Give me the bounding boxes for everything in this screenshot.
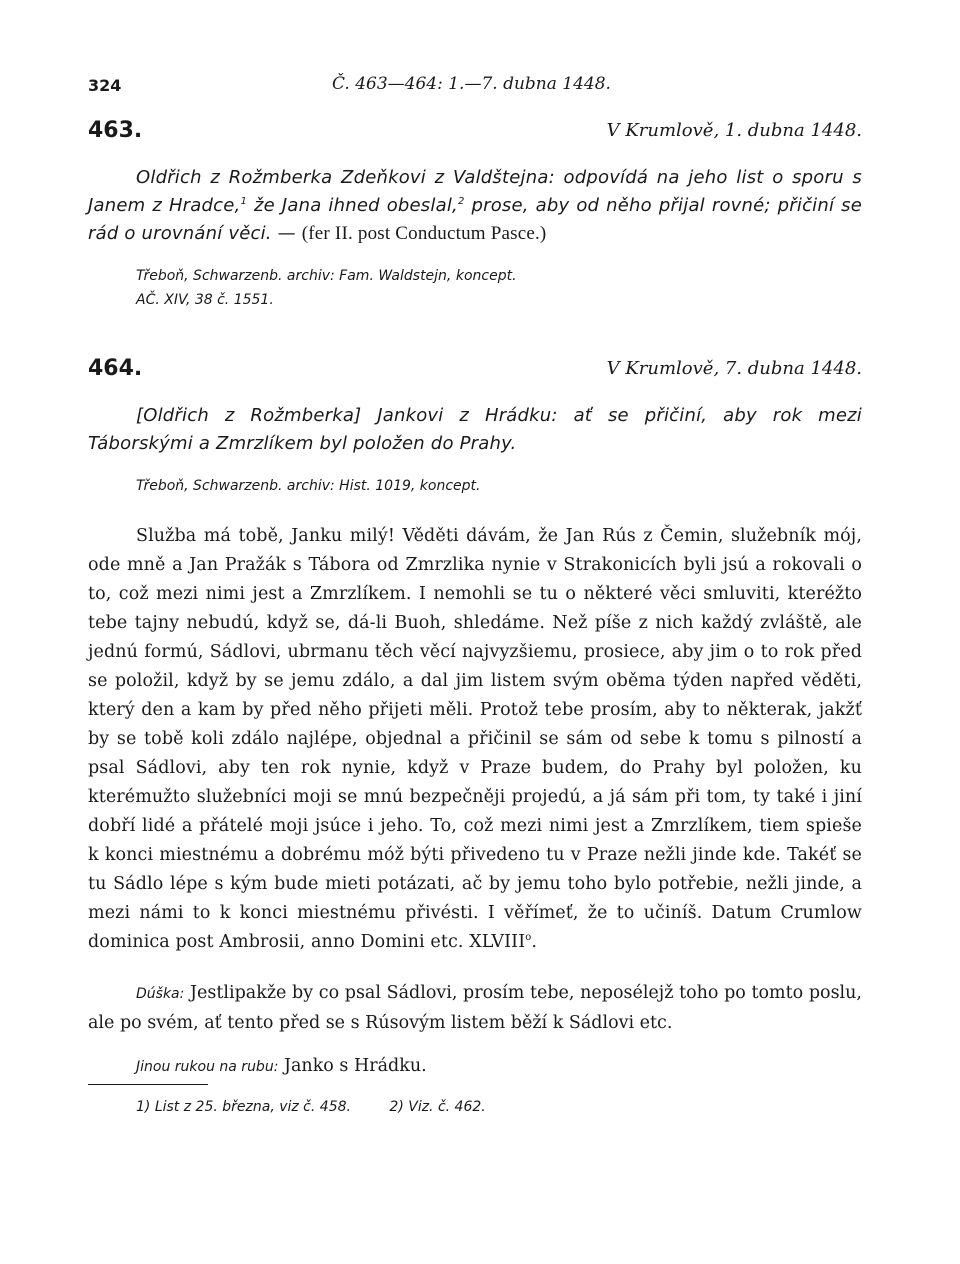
letter-text: Služba má tobě, Janku milý! Věděti dávám, že Jan Rús z Čemin, služebník mój, ode mně a Jan Pražák s Tábora od Zmrzlika nynie v Strakonicích byli jsú a rokovali o to, což mezi nimi jest a Zmrzlíkem. I nemohli se tu o některé věci smluviti, kteréžto tebe tajny nebudú, když se, dá-li Buoh, shledáme. Než píše z nich každý zvláště, ale jednú formú, Sádlovi, ubrmanu těch věcí najvyzšiemu, prosiece, aby jim o to rok před se položil, když by se jemu zdálo, a dal jim listem svým oběma týden napřed věděti, který den a kam by před něho přijeti měli. Protož tebe prosím, aby to některak, jakžť by se tobě koli zdálo najlépe, objednal a přičinil se sám od sebe k tomu s pilností a psal Sádlovi, aby ten rok nynie, když v Praze budem, do Prahy byl položen, ku kterémužto služebníci moji se mnú bezpečněji projedú, a já sám při tom, ty také i jiní dobří lidé a přátelé moji jsúce i jeho. To, což mezi nimi jest a Zmrzlíkem, tiem spieše k konci miestnému a dobrému móž býti přivedeno tu v Praze nežli jinde kde. Takéť se tu Sádlo lépe s kým bude mieti potázati, ač by jemu toho bylo potřebie, nežli jinde, a mezi námi to k konci miestnému přivésti. I věřímeť, že to učiníš. Datum Crumlow dominica post Ambrosii, anno Domini etc. XLVIII xyxy=(88,526,862,952)
letter-body xyxy=(88,522,862,957)
regest-text: Oldřich z Rožmberka Zdeňkovi z Valdštejna: odpovídá na jeho list o sporu s Janem z Hradce, xyxy=(88,167,862,216)
footnote-ref: 2 xyxy=(457,196,465,207)
footnotes xyxy=(88,1099,862,1115)
postscript-text: Jestlipakže by co psal Sádlovi, prosím tebe, neposélejž toho po tomto poslu, ale po svém, ať tento před se s Rúsovým listem běží k Sádlovi etc. xyxy=(88,983,862,1033)
entry-place-date: V Krumlově, 1. dubna 1448. xyxy=(606,120,862,141)
entry-463-heading xyxy=(88,118,862,154)
running-title: Č. 463—464: 1.—7. dubna 1448. xyxy=(332,74,611,94)
superscript: o xyxy=(525,932,532,944)
footnote-2: 2) Viz. č. 462. xyxy=(389,1099,486,1115)
postscript-label: Dúška: xyxy=(136,986,185,1002)
entry-number: 463. xyxy=(88,118,143,143)
entry-464-heading xyxy=(88,356,862,392)
entry-number: 464. xyxy=(88,356,143,381)
entry-place-date: V Krumlově, 7. dubna 1448. xyxy=(606,358,862,379)
source-archive: Třeboň, Schwarzenb. archiv: Fam. Waldstejn, koncept. xyxy=(136,268,517,284)
entry-464-regest: [Oldřich z Rožmberka] Jankovi z Hrádku: ať se přičiní, aby rok mezi Táborskými a Zmrzlíkem byl položen do Prahy. xyxy=(88,405,862,454)
verso-text: Janko s Hrádku. xyxy=(278,1056,427,1076)
document-page xyxy=(88,70,862,1115)
verso-label: Jinou rukou na rubu: xyxy=(136,1059,279,1075)
letter-text-end: . xyxy=(531,932,537,952)
postscript xyxy=(88,979,862,1038)
page-number: 324 xyxy=(88,76,122,95)
footnote-1: 1) List z 25. března, viz č. 458. xyxy=(136,1099,351,1115)
regest-text: že Jana ihned obeslal, xyxy=(247,195,458,216)
running-head xyxy=(88,70,862,104)
entry-463-source xyxy=(88,264,862,312)
footnote-rule xyxy=(88,1084,208,1085)
entry-463-regest xyxy=(88,164,862,248)
source-edition: AČ. XIV, 38 č. 1551. xyxy=(136,292,274,308)
entry-464-source: Třeboň, Schwarzenb. archiv: Hist. 1019, koncept. xyxy=(136,478,481,494)
regest-dating: (fer II. post Conductum Pasce.) xyxy=(301,223,547,244)
footnote-ref: 1 xyxy=(240,196,247,207)
regest-text: prose, aby od něho přijal rovné; přičiní se rád o urovnání věci. — xyxy=(88,195,862,244)
verso-note xyxy=(88,1056,862,1076)
